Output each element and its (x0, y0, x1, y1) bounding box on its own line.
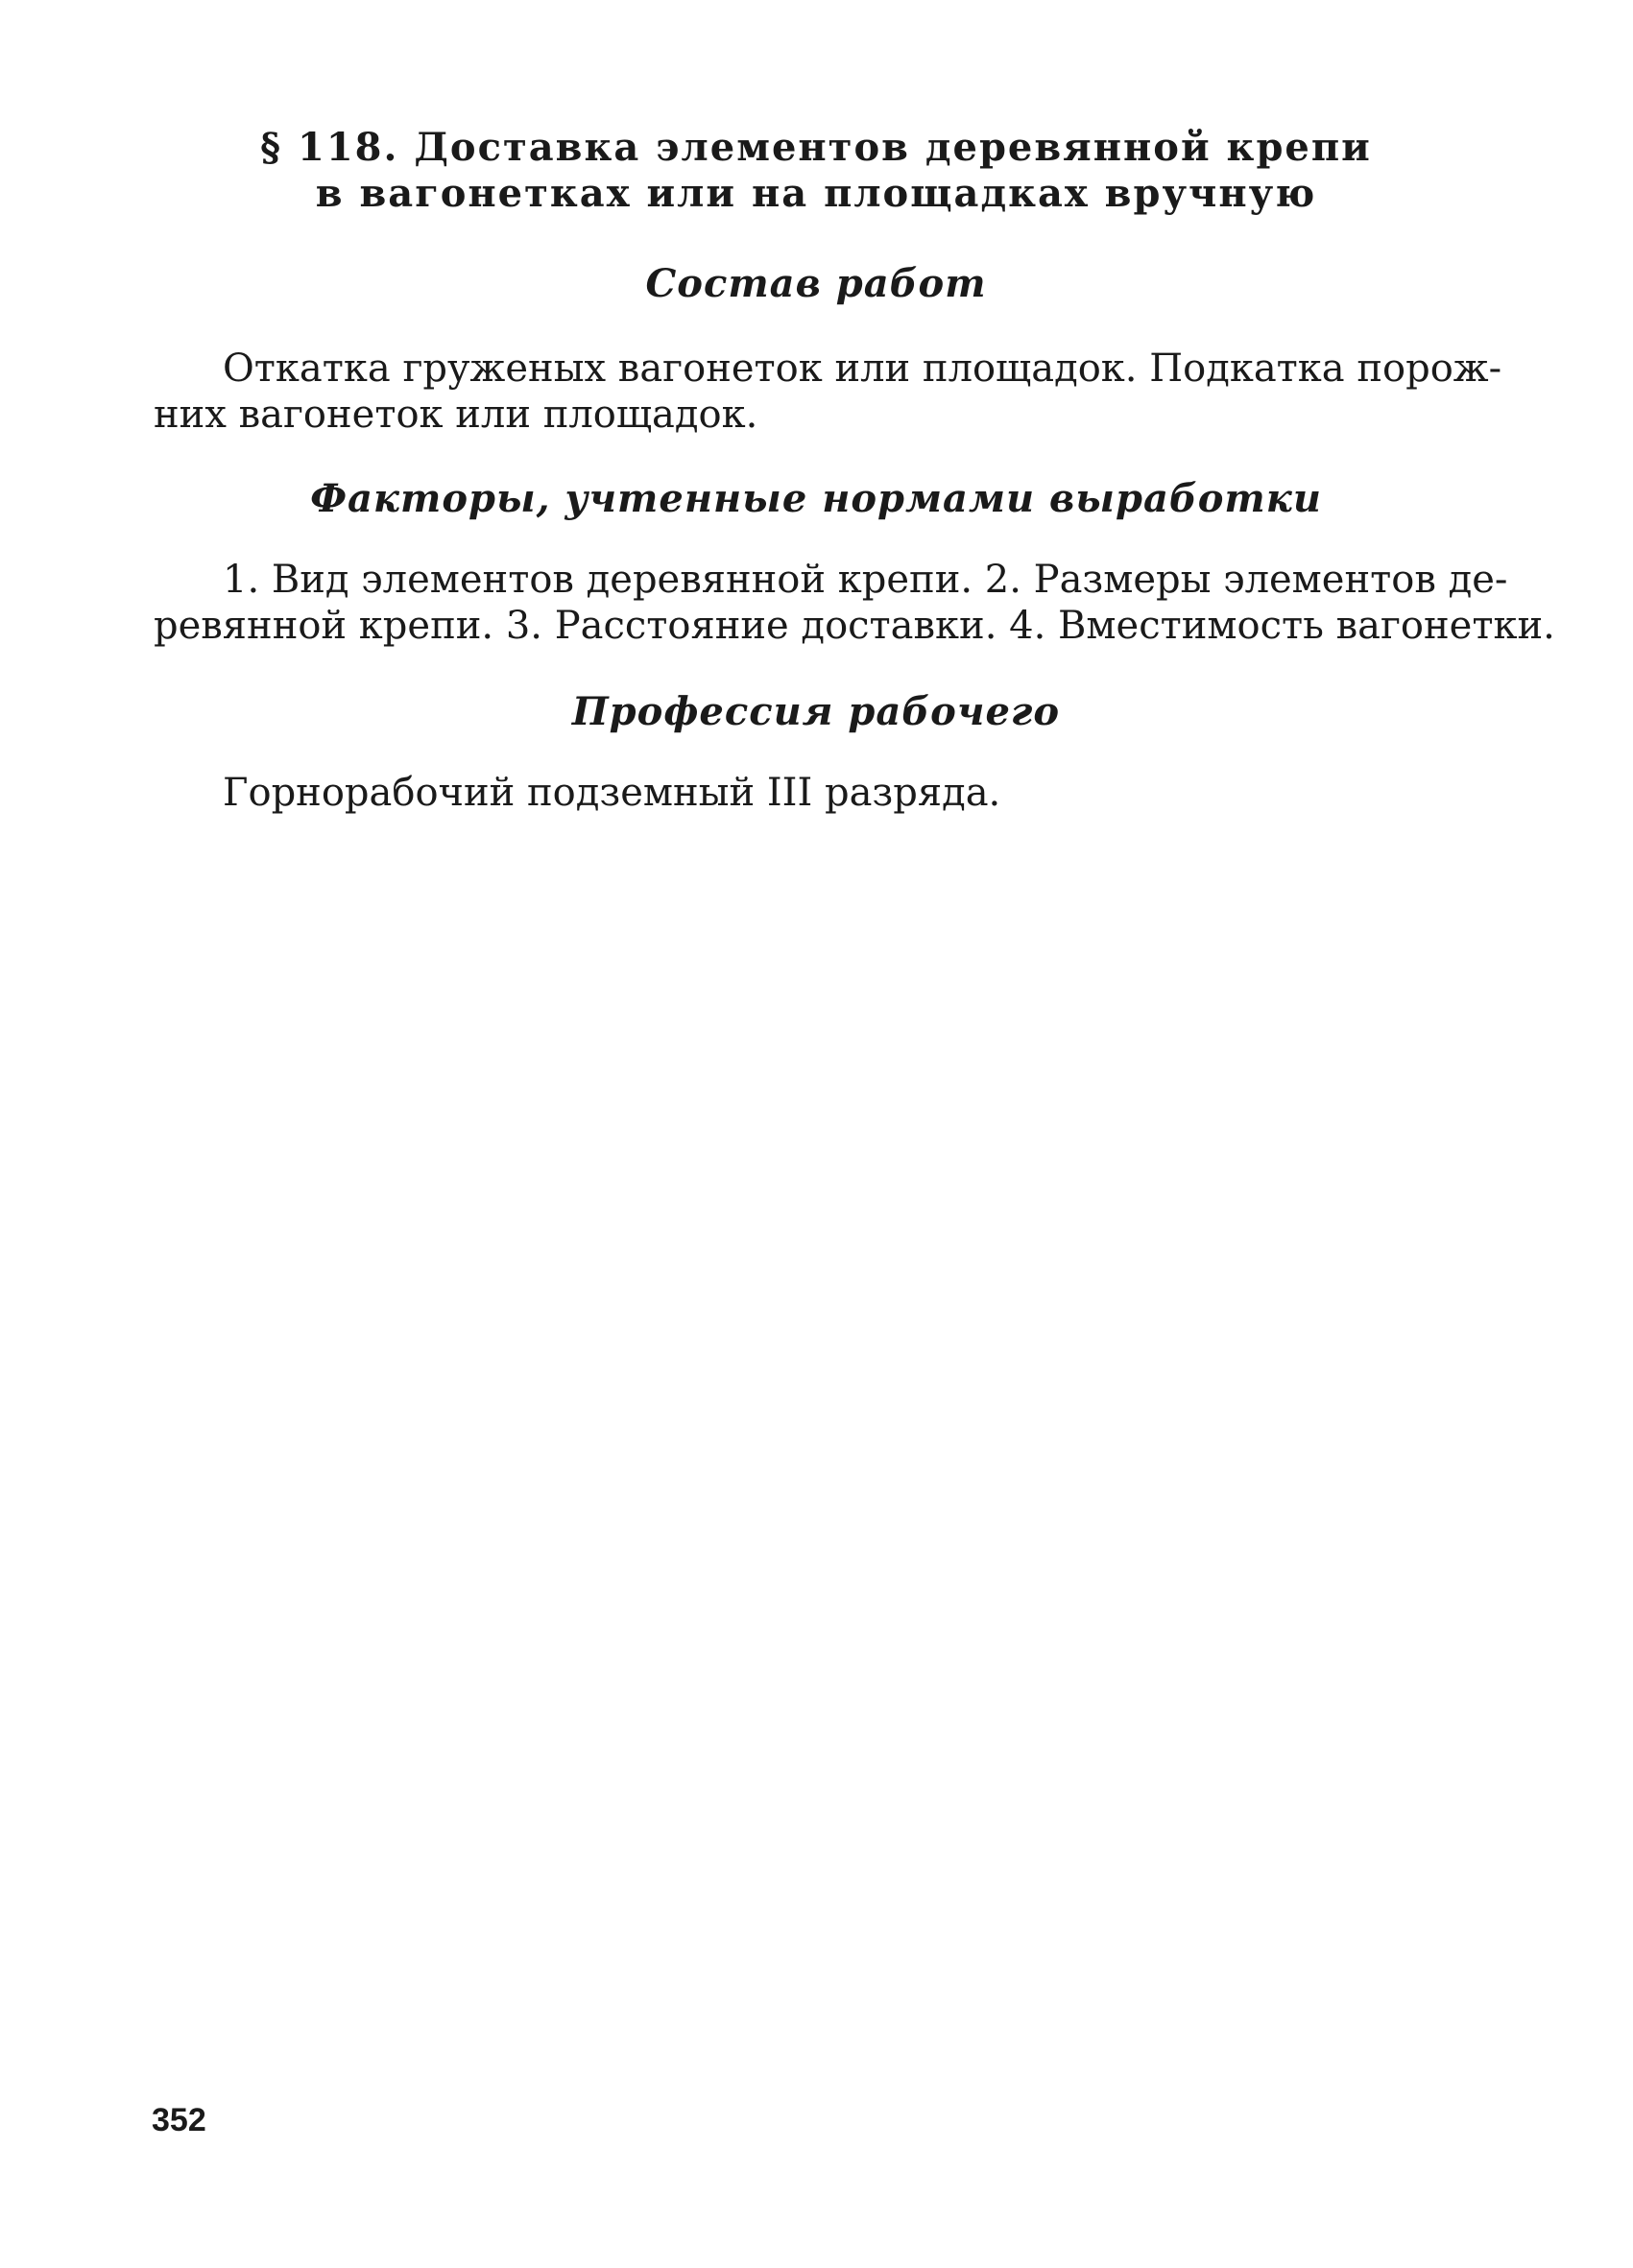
section-title-line-1: § 118. Доставка элементов деревянной крепи (260, 125, 1372, 170)
worker-profession-line-1: Горнорабочий подземный III разряда. (223, 771, 1001, 815)
section-title (154, 125, 1478, 217)
work-composition-text (154, 346, 1502, 438)
page-number: 352 (152, 2102, 206, 2138)
work-composition-line-1: Откатка груженых вагонеток или площадок. Подкатка порож- (223, 346, 1502, 391)
factors-text (154, 557, 1555, 649)
work-composition-line-2: них вагонеток или площадок. (154, 393, 758, 437)
factors-line-1: 1. Вид элементов деревянной крепи. 2. Размеры элементов де- (223, 558, 1508, 602)
work-composition-heading: Состав работ (645, 261, 987, 306)
worker-profession-text (154, 770, 1478, 816)
worker-profession-heading: Профессия рабочего (571, 689, 1061, 734)
factors-heading: Факторы, учтенные нормами выработки (310, 476, 1322, 521)
factors-line-2: ревянной крепи. 3. Расстояние доставки. 4. Вместимость вагонетки. (154, 604, 1555, 648)
section-title-line-2: в вагонетках или на площадках вручную (315, 171, 1317, 216)
